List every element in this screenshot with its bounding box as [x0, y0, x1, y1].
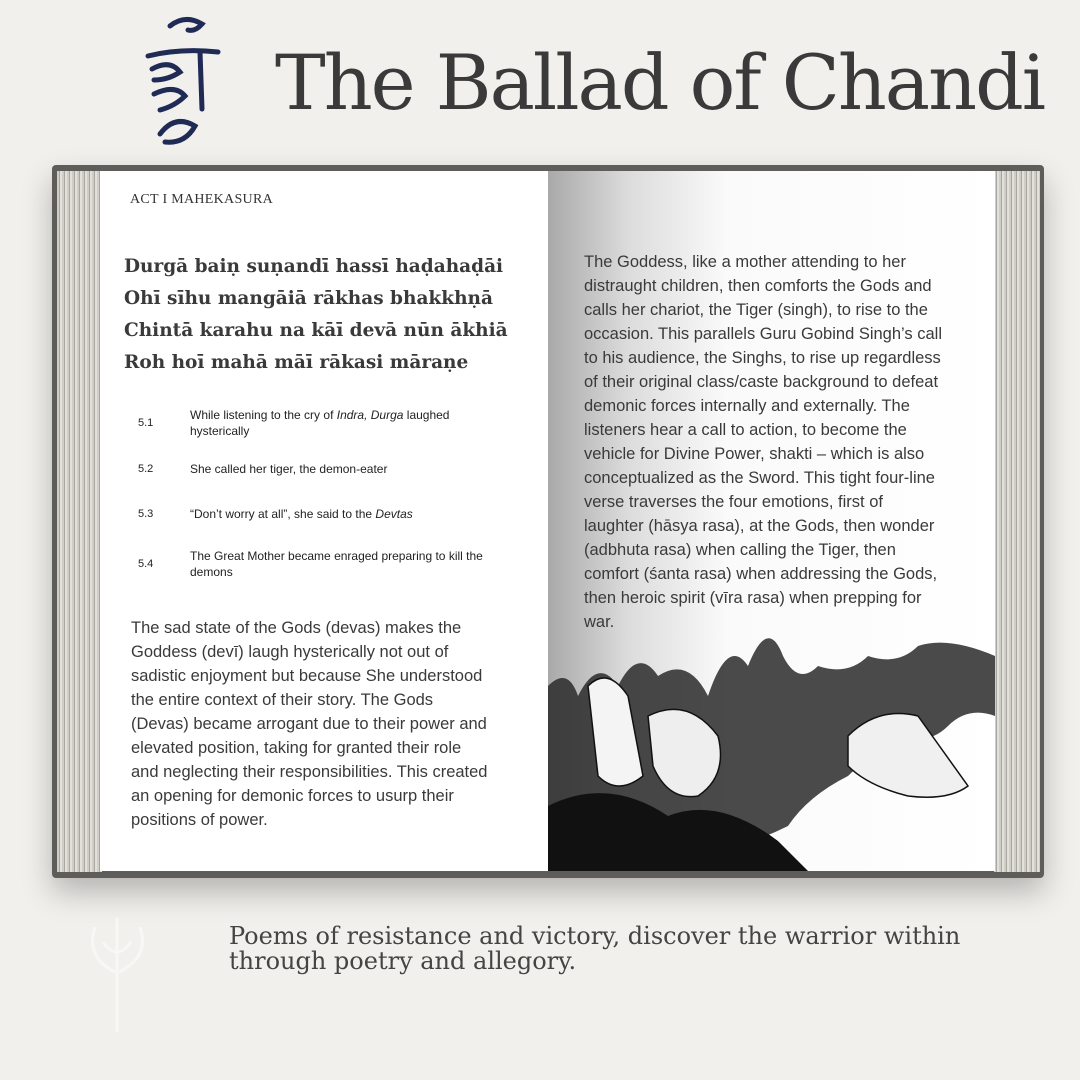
goddess-tiger-illustration — [548, 626, 995, 871]
text-line: then heroic spirit (vīra rasa) when prepping for — [584, 589, 922, 607]
text-line: demonic forces internally and externally. The — [584, 397, 910, 415]
line-number: 5.1 — [138, 417, 154, 429]
verse — [124, 251, 508, 379]
text-line: and neglecting their responsibilities. This created — [131, 763, 488, 781]
verse-line: Durgā baiṇ suṇandī hassī haḍahaḍāi — [124, 256, 504, 277]
text-line: comfort (śanta rasa) when addressing the Gods, — [584, 565, 938, 583]
text-line: occasion. This parallels Guru Gobind Singh’s call — [584, 325, 942, 343]
text: While listening to the cry of — [190, 408, 337, 422]
verse-line: Roh hoī mahā māī rākasi māraṇe — [124, 352, 469, 373]
text-line: the entire context of their story. The Gods — [131, 691, 434, 709]
text-line: (Devas) became arrogant due to their power and — [131, 715, 487, 733]
text: “Don’t worry at all”, she said to the — [190, 507, 376, 521]
right-page — [548, 171, 995, 871]
translation-text — [190, 506, 490, 522]
text-line: Goddess (devī) laugh hysterically not out of — [131, 643, 449, 661]
left-page — [100, 171, 548, 871]
text-line: (adbhuta rasa) when calling the Tiger, then — [584, 541, 896, 559]
text-line: to his audience, the Singhs, to rise up regardless — [584, 349, 941, 367]
translation-text: She called her tiger, the demon-eater — [190, 462, 388, 476]
translation-text: The Great Mother became enraged preparing to kill the demons — [190, 549, 483, 579]
text-line: war. — [584, 613, 615, 631]
commentary-left — [131, 616, 487, 832]
commentary-right — [584, 250, 942, 634]
translation-line — [138, 461, 490, 477]
open-book — [52, 165, 1044, 878]
gurmukhi-logo — [140, 14, 225, 154]
text-line: conceptualized as the Sword. This tight four-line — [584, 469, 935, 487]
verse-line: Chintā karahu na kāī devā nūn ākhiā — [124, 320, 508, 341]
verse-line: Ohī sīhu mangāiā rākhas bhakkhṇā — [124, 288, 493, 309]
text-line: calls her chariot, the Tiger (singh), to rise to the — [584, 301, 928, 319]
text-line: elevated position, taking for granted their role — [131, 739, 462, 757]
translation-text — [190, 407, 490, 439]
text: laughed hysterically — [190, 408, 450, 438]
translation-line — [138, 506, 490, 522]
text-line: sadistic enjoyment but because She understood — [131, 667, 483, 685]
tagline-line: through poetry and allegory. — [229, 947, 577, 975]
tagline — [229, 924, 960, 974]
text-line: distraught children, then comforts the Gods and — [584, 277, 932, 295]
page-edges-left — [57, 171, 102, 872]
running-head: ACT I MAHEKASURA — [130, 192, 273, 207]
text-line: verse traverses the four emotions, first of — [584, 493, 883, 511]
page-title: The Ballad of Chandi — [275, 38, 1045, 127]
text-line: positions of power. — [131, 811, 268, 829]
italic-text: Devtas — [375, 507, 413, 521]
line-number: 5.4 — [138, 558, 154, 570]
line-number: 5.3 — [138, 508, 154, 520]
text-line: The sad state of the Gods (devas) makes the — [131, 619, 462, 637]
text-line: of their original class/caste background to defeat — [584, 373, 939, 391]
text-line: an opening for demonic forces to usurp their — [131, 787, 454, 805]
text-line: vehicle for Divine Power, shakti – which is also — [584, 445, 925, 463]
translation-line — [138, 407, 490, 439]
text-line: listeners hear a call to action, to become the — [584, 421, 907, 439]
page-edges-right — [994, 171, 1040, 872]
translation-line — [138, 548, 490, 580]
tagline-line: Poems of resistance and victory, discover the warrior within — [229, 922, 961, 950]
italic-text: Indra, Durga — [336, 408, 404, 422]
text-line: laughter (hāsya rasa), at the Gods, then wonder — [584, 517, 935, 535]
text-line: The Goddess, like a mother attending to her — [584, 253, 906, 271]
khanda-emblem-icon — [85, 912, 150, 1037]
line-number: 5.2 — [138, 463, 154, 475]
